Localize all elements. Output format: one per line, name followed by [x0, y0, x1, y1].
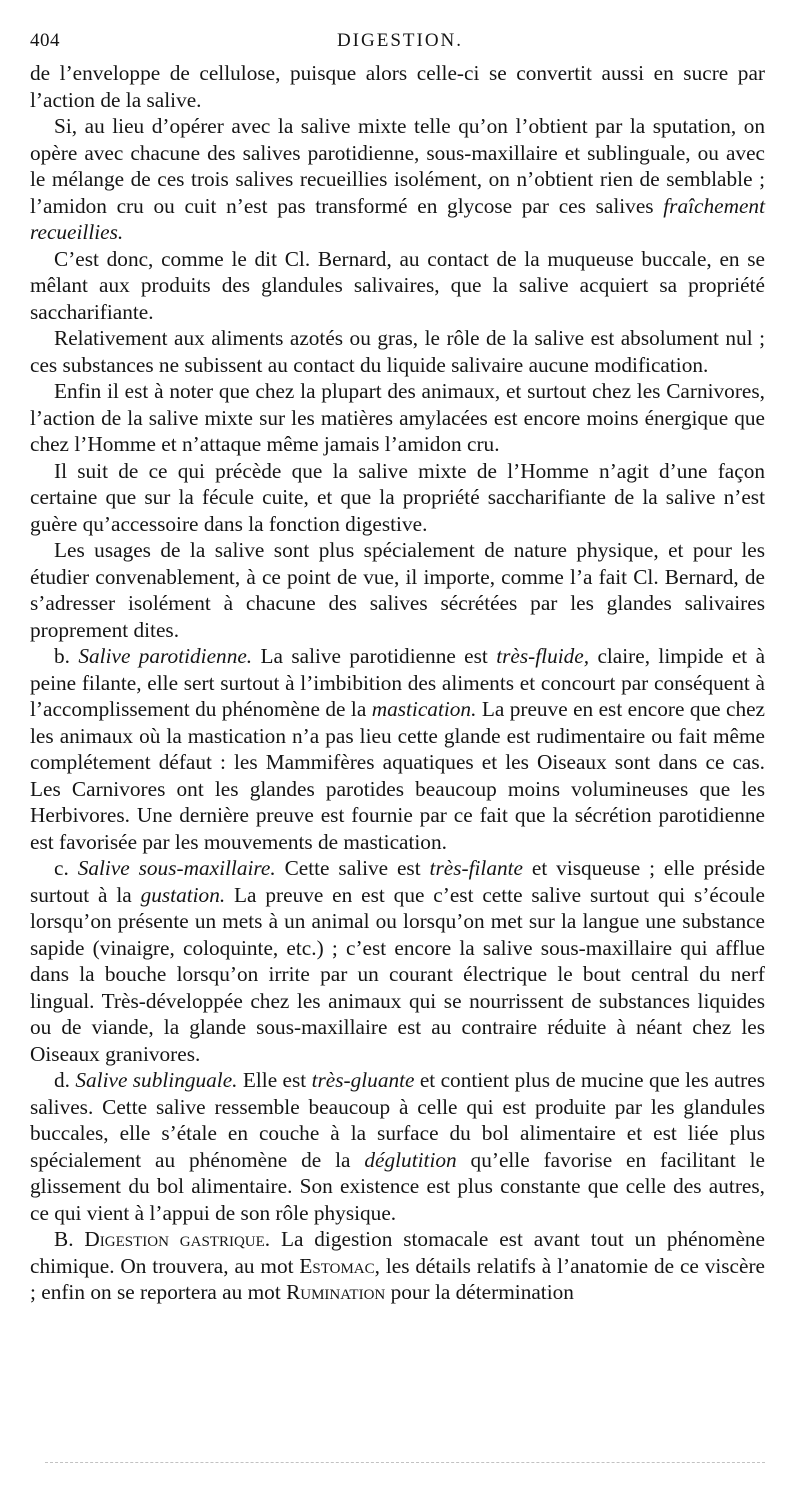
footer-rule [45, 1462, 765, 1463]
cross-reference-estomac: Estomac, [299, 1253, 380, 1278]
section-title: Salive parotidienne. [78, 644, 253, 668]
paragraph-fecule: Il suit de ce qui précède que la salive mixte de l’Homme n’agit d’une façon certaine que sur la fécule cuite, et que la propriété saccharifiante de la salive n’est guère qu’accessoire dans la fonction digestive. [30, 458, 765, 536]
section-salive-sublinguale: d. Salive sublinguale. Elle est très-gluante et contient plus de mucine que les autres salives. Cette salive ressemble beaucoup à celle qui est produite par les glandules buccales, elle s’étale en couche à la surface du bol alimentaire et est liée plus spécialement au phénomène de la déglutition qu’elle favorise en facilitant le glissement du bol alimentaire. Son existence est plus constante que celle des autres, ce qui vient à l’appui de son rôle physique. [30, 1068, 765, 1225]
paragraph-usages: Les usages de la salive sont plus spécialement de nature physique, et pour les étudier convenablement, à ce point de vue, il importe, comme l’a fait Cl. Bernard, de s’adresser isolément à chacune des salives sécrétées par les glandes salivaires proprement dites. [30, 538, 765, 642]
section-title: Salive sous-maxillaire. [77, 856, 276, 880]
section-salive-sous-maxillaire: c. Salive sous-maxillaire. Cette salive est très-filante et visqueuse ; elle préside surtout à la gustation. La preuve en est que c’est cette salive surtout qui s’écoule lorsqu’on présente un mets à un animal ou lorsqu’on met sur la langue une substance sapide (vinaigre, coloquinte, etc.) ; c’est encore la salive sous-maxillaire qui afflue dans la bouche lorsqu’on irrite par un courant électrique le bout central du nerf lingual. Très-développée chez les animaux qui se nourrissent de substances liquides ou de viande, la glande sous-maxillaire est au contraire réduite à néant chez les Oiseaux granivores. [30, 856, 766, 1066]
section-digestion-gastrique: B. Digestion gastrique. La digestion stomacale est avant tout un phénomène chimique. On trouvera, au mot Estomac, les détails relatifs à l’anatomie de ce viscère ; enfin on se reportera au mot Rumination pour la détermination [30, 1227, 766, 1304]
running-head: DIGESTION. [336, 30, 464, 51]
paragraph-azotes: Relativement aux aliments azotés ou gras, le rôle de la salive est absolument nul ; ces substances ne subissent au contact du liquide salivaire aucune modification. [30, 326, 765, 377]
page-header [30, 30, 770, 58]
section-title: Digestion gastrique. [84, 1227, 271, 1251]
page-number: 404 [30, 30, 60, 51]
section-label: d. [54, 1068, 70, 1092]
paragraph-continuation: de l’enveloppe de cellulose, puisque alors celle-ci se convertit aussi en sucre par l’action de la salive. [30, 61, 765, 112]
section-label: B. [54, 1227, 74, 1251]
section-label: b. [54, 644, 70, 668]
paragraph-mixed-saliva: Si, au lieu d’opérer avec la salive mixte telle qu’on l’obtient par la sputation, on opère avec chacune des salives parotidienne, sous-maxillaire et sublinguale, ou avec le mélange de ces trois salives recueillies isolément, on n’obtient rien de semblable ; l’amidon cru ou cuit n’est pas transformé en glycose par ces salives fraîchement recueillies. [30, 114, 765, 244]
body-text [30, 60, 765, 1306]
section-label: c. [54, 856, 69, 880]
section-title: Salive sublinguale. [75, 1068, 238, 1092]
paragraph-carnivores: Enfin il est à noter que chez la plupart des animaux, et surtout chez les Carnivores, l’action de la salive mixte sur les matières amylacées est encore moins énergique que chez l’Homme et n’attaque même jamais l’amidon cru. [30, 379, 765, 456]
section-salive-parotidienne: b. Salive parotidienne. La salive parotidienne est très-fluide, claire, limpide et à peine filante, elle sert surtout à l’imbibition des aliments et concourt par conséquent à l’accomplissement du phénomène de la mastication. La preuve en est encore que chez les animaux où la mastication n’a pas lieu cette glande est rudimentaire ou fait même complétement défaut : les Mammifères aquatiques et les Oiseaux sont dans ce cas. Les Carnivores ont les glandes parotides beaucoup moins volumineuses que les Herbivores. Une dernière preuve est fournie par ce fait que la sécrétion parotidienne est favorisée par les mouvements de mastication. [30, 644, 766, 854]
paragraph-bernard: C’est donc, comme le dit Cl. Bernard, au contact de la muqueuse buccale, en se mêlant aux produits des glandules salivaires, que la salive acquiert sa propriété saccharifiante. [30, 246, 765, 324]
cross-reference-rumination: Rumination [286, 1280, 386, 1304]
